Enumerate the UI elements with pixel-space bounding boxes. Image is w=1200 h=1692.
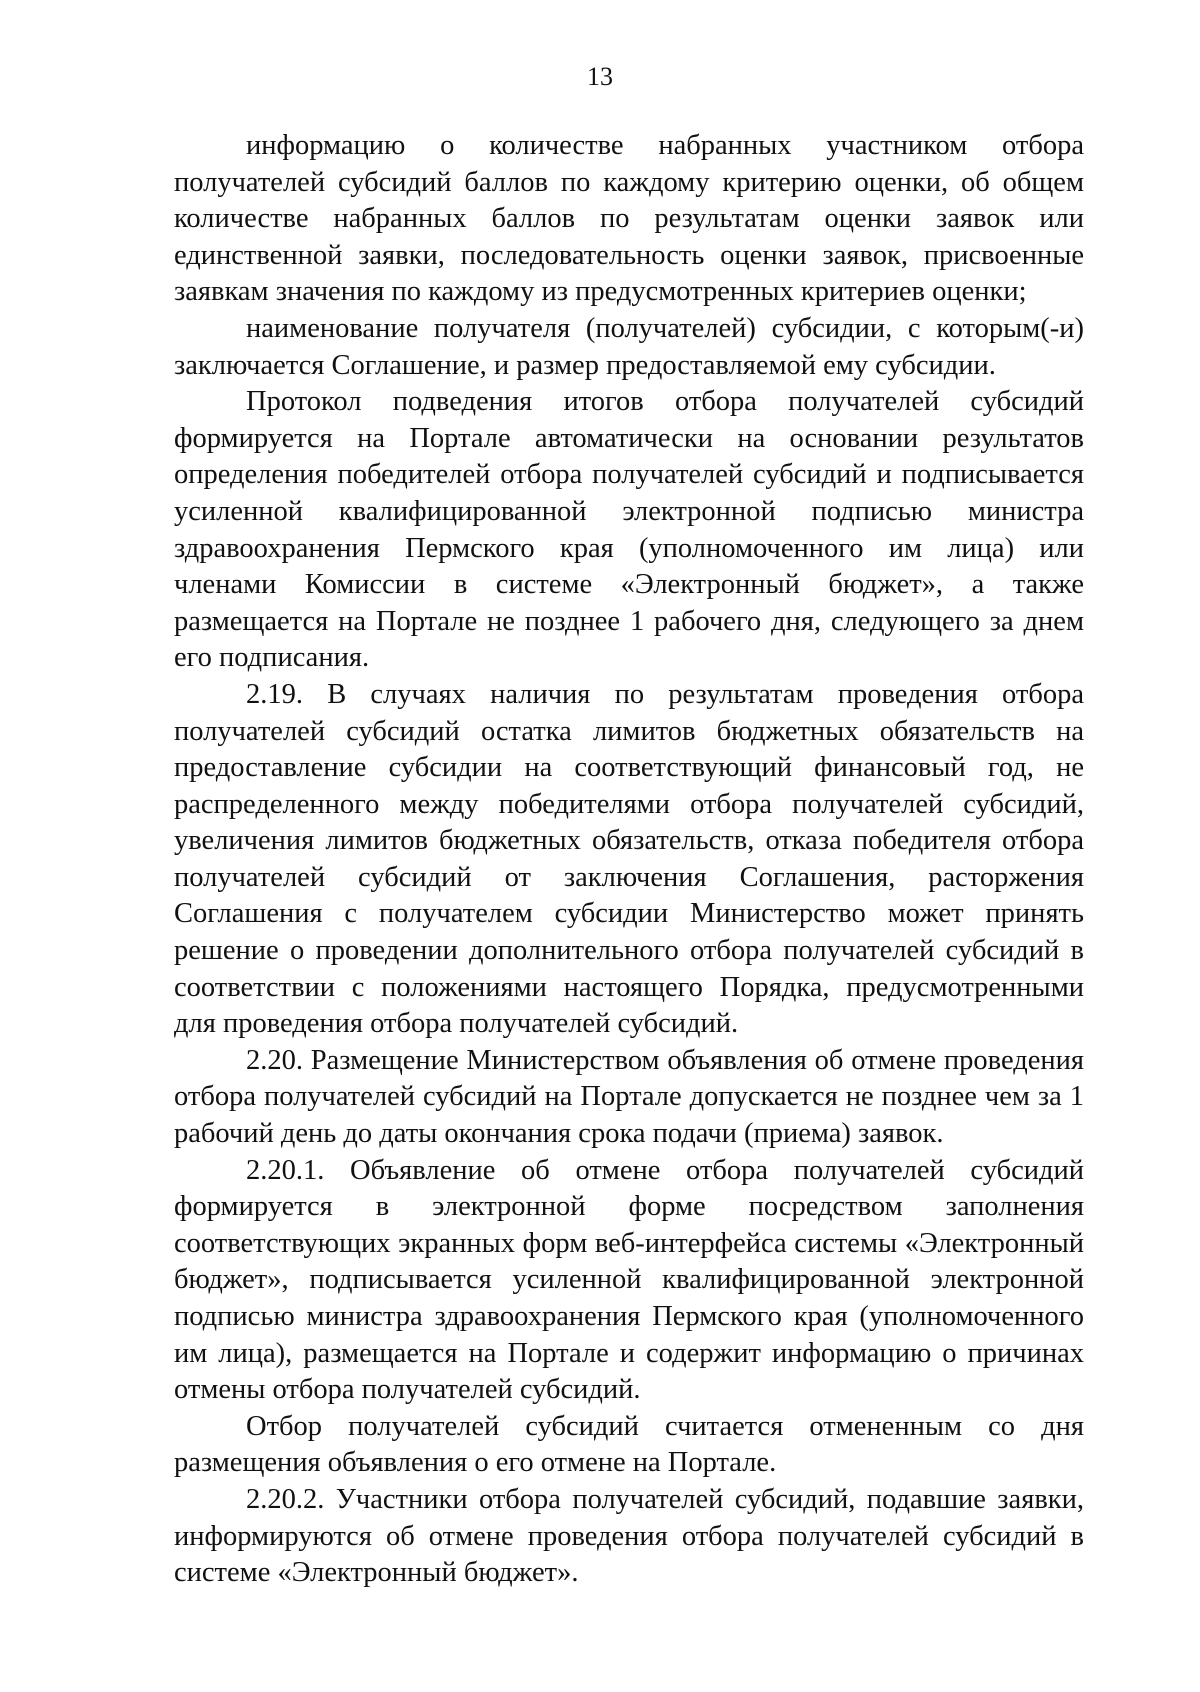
paragraph-2-20-1: 2.20.1. Объявление об отмене отбора получателей субсидий формируется в электронной форме посредством заполнения соответствующих экранных форм веб-интерфейса системы «Электронный бюджет», подписывается усиленной квалифицированной электронной подписью министра здравоохранения Пермского края (уполномоченного им лица), размещается на Портале и содержит информацию о причинах отмены отбора получателей субсидий. bbox=[174, 1154, 1084, 1406]
paragraph-selection-cancelled: Отбор получателей субсидий считается отмененным со дня размещения объявления о его отмене на Портале. bbox=[174, 1410, 1084, 1479]
page-number: 13 bbox=[587, 62, 613, 91]
paragraph-criteria-info: информацию о количестве набранных участником отбора получателей субсидий баллов по каждому критерию оценки, об общем количестве набранных баллов по результатам оценки заявок или единственной заявки, последовательность оценки заявок, присвоенные заявкам значения по каждому из предусмотренных критериев оценки; bbox=[174, 130, 1084, 308]
paragraph-recipient-name: наименование получателя (получателей) субсидии, с которым(-и) заключается Соглашение, и размер предоставляемой ему субсидии. bbox=[174, 312, 1084, 381]
paragraph-protocol: Протокол подведения итогов отбора получателей субсидий формируется на Портале автоматически на основании результатов определения победителей отбора получателей субсидий и подписывается усиленной квалифицированной электронной подписью министра здравоохранения Пермского края (уполномоченного им лица) или членами Комиссии в системе «Электронный бюджет», а также размещается на Портале не позднее 1 рабочего дня, следующего за днем его подписания. bbox=[174, 386, 1084, 674]
paragraph-2-20-2: 2.20.2. Участники отбора получателей субсидий, подавшие заявки, информируются об отмене проведения отбора получателей субсидий в системе «Электронный бюджет». bbox=[174, 1483, 1084, 1589]
paragraph-2-19: 2.19. В случаях наличия по результатам проведения отбора получателей субсидий остатка лимитов бюджетных обязательств на предоставление субсидии на соответствующий финансовый год, не распределенного между победителями отбора получателей субсидий, увеличения лимитов бюджетных обязательств, отказа победителя отбора получателей субсидий от заключения Соглашения, расторжения Соглашения с получателем субсидии Министерство может принять решение о проведении дополнительного отбора получателей субсидий в соответствии с положениями настоящего Порядка, предусмотренными для проведения отбора получателей субсидий. bbox=[174, 678, 1084, 1040]
paragraph-2-20: 2.20. Размещение Министерством объявления об отмене проведения отбора получателей субсидий на Портале допускается не позднее чем за 1 рабочий день до даты окончания срока подачи (приема) заявок. bbox=[174, 1044, 1084, 1150]
document-body bbox=[174, 128, 1084, 1592]
